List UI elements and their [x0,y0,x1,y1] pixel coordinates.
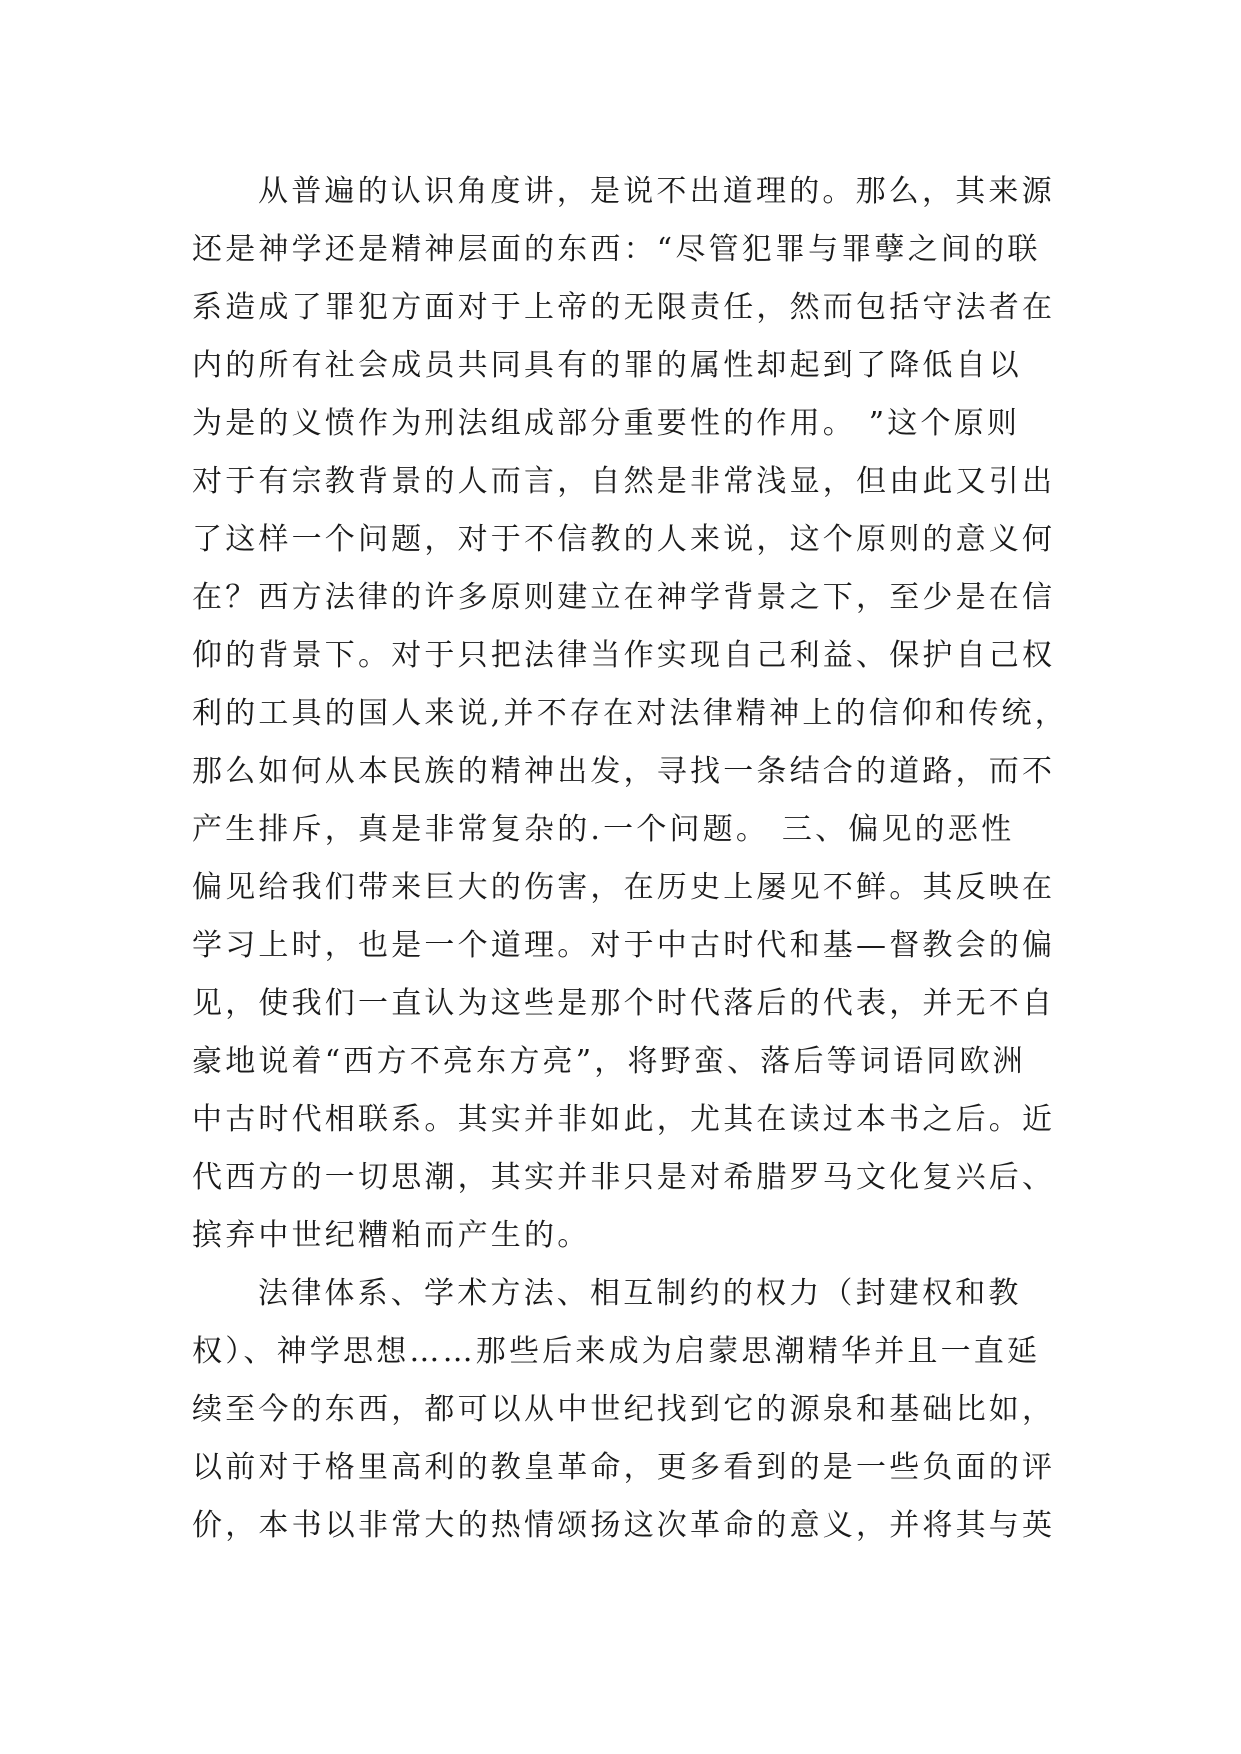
text-line: 系造成了罪犯方面对于上帝的无限责任，然而包括守法者在 [192,290,1056,325]
text-line: 仰的背景下。对于只把法律当作实现自己利益、保护自己权 [192,638,1056,673]
text-line: 从普遍的认识角度讲，是说不出道理的。那么，其来源 [258,174,1055,209]
text-line: 以前对于格里高利的教皇革命，更多看到的是一些负面的评 [192,1450,1056,1485]
text-line: 还是神学还是精神层面的东西：“尽管犯罪与罪孽之间的联 [192,232,1041,267]
text-line: 偏见给我们带来巨大的伤害，在历史上屡见不鲜。其反映在 [192,870,1056,905]
text-line: 在？西方法律的许多原则建立在神学背景之下，至少是在信 [192,580,1056,615]
text-line: 见，使我们一直认为这些是那个时代落后的代表，并无不自 [192,986,1056,1021]
text-line: 续至今的东西，都可以从中世纪找到它的源泉和基础比如， [192,1392,1056,1427]
text-line: 代西方的一切思潮，其实并非只是对希腊罗马文化复兴后、 [192,1160,1056,1195]
text-line: 了这样一个问题，对于不信教的人来说，这个原则的意义何 [192,522,1056,557]
text-line: 法律体系、学术方法、相互制约的权力（封建权和教 [258,1276,1022,1311]
body-text [192,163,1072,1555]
text-line: 权）、神学思想……那些后来成为启蒙思潮精华并且一直延 [192,1334,1041,1369]
text-line: 摈弃中世纪糟粕而产生的。 [192,1218,591,1253]
text-line: 价，本书以非常大的热情颂扬这次革命的意义，并将其与英 [192,1508,1056,1543]
text-line: 内的所有社会成员共同具有的罪的属性却起到了降低自以 [192,348,1022,383]
text-line: 利的工具的国人来说,并不存在对法律精神上的信仰和传统， [192,696,1068,731]
text-line: 豪地说着“西方不亮东方亮”，将野蛮、落后等词语同欧洲 [192,1044,1026,1079]
text-line: 对于有宗教背景的人而言，自然是非常浅显，但由此又引出 [192,464,1056,499]
text-line: 那么如何从本民族的精神出发，寻找一条结合的道路，而不 [192,754,1056,789]
text-line: 学习上时，也是一个道理。对于中古时代和基—督教会的偏 [192,928,1056,963]
text-line: 中古时代相联系。其实并非如此，尤其在读过本书之后。近 [192,1102,1056,1137]
text-line: 产生排斥，真是非常复杂的.一个问题。 三、偏见的恶性 [192,812,1015,847]
text-line: 为是的义愤作为刑法组成部分重要性的作用。 ”这个原则 [192,406,1021,441]
